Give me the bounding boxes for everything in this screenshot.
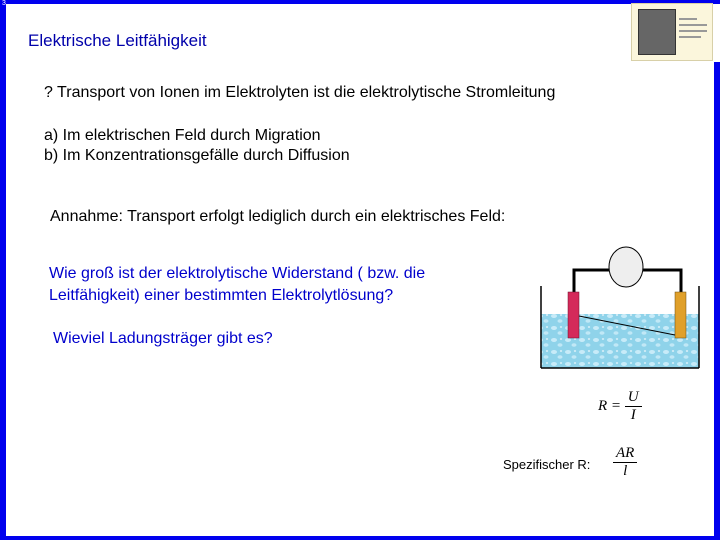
logo-image xyxy=(638,9,676,55)
electrode-left xyxy=(568,292,579,338)
electrolysis-cell-diagram xyxy=(536,240,706,370)
electrode-right xyxy=(675,292,686,338)
circuit-wire-left xyxy=(574,270,611,292)
slide-frame-left xyxy=(0,0,6,540)
intro-statement: ? Transport von Ionen im Elektrolyten ist die elektrolytische Stromleitung xyxy=(44,84,556,101)
resistance-formula xyxy=(598,389,642,424)
meter-circle xyxy=(609,247,643,287)
list-item-diffusion: b) Im Konzentrationsgefälle durch Diffusion xyxy=(44,147,350,164)
question-resistance-line2: Leitfähigkeit) einer bestimmten Elektrolytlösung? xyxy=(49,287,394,304)
formula-equals: = xyxy=(610,397,622,414)
slide-number: 3 xyxy=(2,0,6,7)
circuit-wire-right xyxy=(641,270,681,292)
slide-frame-bottom xyxy=(0,536,720,540)
formula-i: I xyxy=(630,407,636,423)
formula-l: l xyxy=(623,463,628,479)
slide-frame-right xyxy=(714,62,720,540)
question-resistance-line1: Wie groß ist der elektrolytische Widerstand ( bzw. die xyxy=(49,265,426,282)
formula-ar: AR xyxy=(613,445,637,463)
fraction-ar-over-l xyxy=(613,445,637,480)
formula-u: U xyxy=(625,389,642,407)
slide-title: Elektrische Leitfähigkeit xyxy=(28,31,207,50)
specific-resistance-label: Spezifischer R: xyxy=(503,457,591,472)
specific-resistance-formula xyxy=(613,445,637,480)
question-charge-carriers: Wieviel Ladungsträger gibt es? xyxy=(53,330,273,347)
formula-r: R xyxy=(598,397,608,414)
assumption-text: Annahme: Transport erfolgt lediglich durch ein elektrisches Feld: xyxy=(50,208,506,225)
institution-logo xyxy=(631,3,713,61)
fraction-u-over-i xyxy=(625,389,642,424)
slide-frame-top xyxy=(0,0,720,4)
list-item-migration: a) Im elektrischen Feld durch Migration xyxy=(44,127,321,144)
